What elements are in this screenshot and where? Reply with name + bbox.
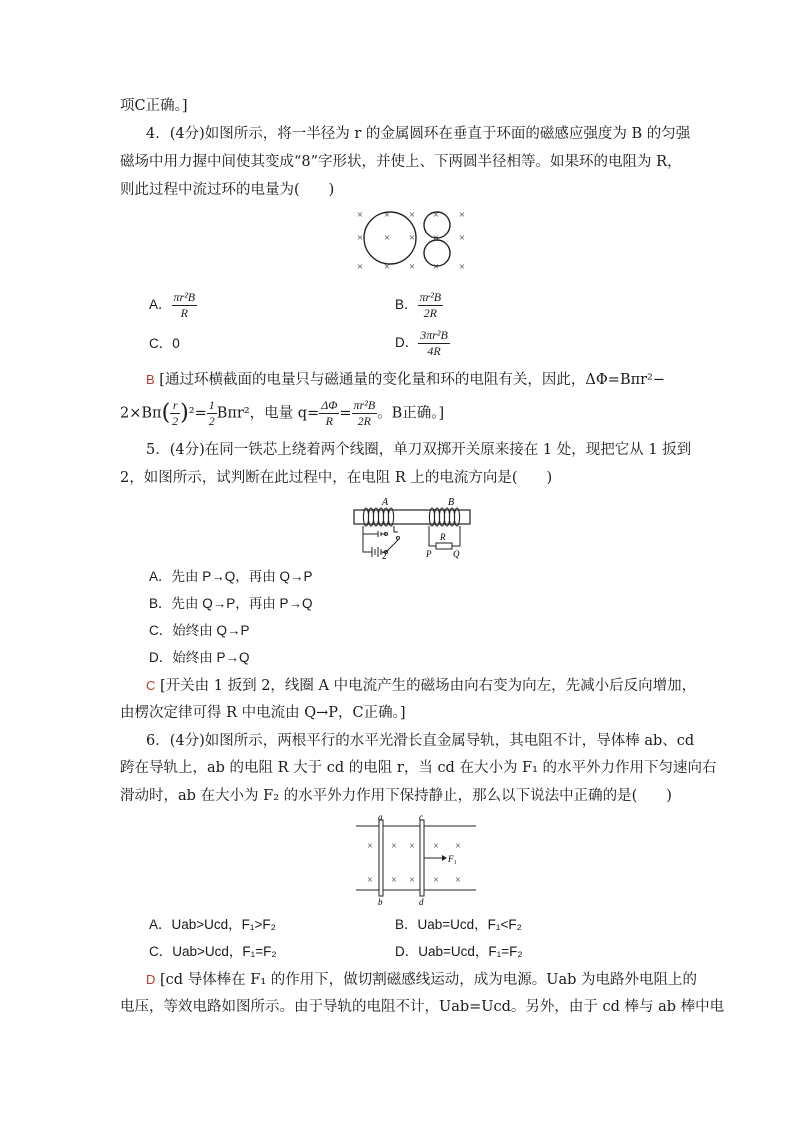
coil-b	[429, 508, 459, 526]
q4-option-a[interactable]	[149, 290, 197, 321]
q5-stem-line1: 5．(4分)在同一铁芯上绕着两个线圈，单刀双掷开关原来接在 1 处，现把它从 1 扳到	[146, 442, 692, 458]
q4-stem-line1: 4．(4分)如图所示，将一半径为 r 的金属圆环在垂直于环面的磁感应强度为 B 的匀强	[146, 126, 691, 142]
resistor-r	[436, 543, 452, 549]
field-mark: ×	[458, 232, 466, 244]
q5-option-c[interactable]: C．始终由 Q→P	[149, 623, 250, 638]
field-mark: ×	[408, 232, 416, 244]
q6-explanation-line1: D [cd 导体棒在 F₁ 的作用下，做切割磁感线运动，成为电源。Uab 为电路外电阻上的	[146, 972, 698, 988]
q6-option-c[interactable]: C．Uab>Ucd，F₁=F₂	[149, 944, 277, 959]
q6-option-d[interactable]: D．Uab=Ucd，F₁=F₂	[395, 944, 523, 959]
bar-cd	[420, 820, 424, 896]
field-mark: ×	[356, 261, 364, 273]
fraction: $\frac{\text{3πr²B}}{4R}$	[420, 328, 448, 358]
q6-stem-line1: 6．(4分)如图所示，两根平行的水平光滑长直金属导轨，其电阻不计，导体棒 ab、cd	[146, 733, 695, 749]
force-label: F₁	[448, 854, 457, 864]
answer-letter: B	[146, 372, 155, 387]
iron-core	[354, 510, 470, 524]
option-label: A．	[149, 297, 172, 313]
q6-figure	[356, 812, 478, 906]
field-mark: ×	[458, 209, 466, 221]
field-mark: ×	[455, 841, 461, 852]
q4-explanation-line2: 2×Bπ( $\frac{r}{2}$ )²= $\frac{1}{2}$ Bπr²，电量 q= $\frac{\Delta\Phi}{R}$ = $\frac{\text{πr²B}}{2R}$ 。B正确。]	[120, 398, 445, 428]
coil-a	[363, 508, 393, 526]
q5-explanation-line1: C [开关由 1 扳到 2，线圈 A 中电流产生的磁场由向右变为向左，先减小后反向增加，	[146, 678, 697, 694]
field-mark: ×	[383, 209, 391, 221]
point-q-label: Q	[453, 549, 460, 559]
q6-stem-line3: 滑动时，ab 在大小为 F₂ 的水平外力作用下保持静止，那么以下说法中正确的是( )	[120, 788, 672, 804]
field-mark: ×	[432, 261, 440, 273]
field-mark: ×	[356, 232, 364, 244]
field-mark: ×	[383, 261, 391, 273]
label-d: d	[419, 897, 424, 906]
field-mark: ×	[409, 875, 415, 886]
field-mark: ×	[409, 841, 415, 852]
resistor-label: R	[440, 532, 446, 542]
field-mark: ×	[356, 209, 364, 221]
q4-stem-line3: 则此过程中流过环的电量为( )	[120, 182, 335, 198]
bar-ab	[379, 820, 383, 896]
q5-option-b[interactable]: B．先由 Q→P，再由 P→Q	[149, 596, 313, 611]
field-mark: ×	[432, 232, 440, 244]
q4-option-b[interactable]	[395, 290, 443, 321]
q6-option-a[interactable]: A．Uab>Ucd，F₁>F₂	[149, 917, 276, 932]
q5-stem-line2: 2，如图所示，试判断在此过程中，在电阻 R 上的电流方向是( )	[120, 470, 553, 486]
answer-letter: C	[146, 678, 156, 693]
q5-option-a[interactable]: A．先由 P→Q，再由 Q→P	[149, 569, 313, 584]
q4-option-c[interactable]: C．0	[149, 336, 180, 351]
fraction: $\frac{\text{πr²B}}{2R}$	[419, 290, 442, 320]
field-mark: ×	[432, 209, 440, 221]
field-mark: ×	[391, 841, 397, 852]
coil-b-label: B	[448, 497, 455, 508]
q6-stem-line2: 跨在导轨上，ab 的电阻 R 大于 cd 的电阻 r，当 cd 在大小为 F₁ 的水平外力作用下匀速向右	[120, 760, 717, 776]
q4-explanation-line1: B [通过环横截面的电量只与磁通量的变化量和环的电阻有关，因此，ΔΦ=Bπr²−	[146, 372, 666, 388]
label-b: b	[378, 897, 383, 906]
coil-a-label: A	[382, 497, 389, 508]
q4-figure	[350, 202, 474, 276]
field-mark: ×	[433, 875, 439, 886]
answer-letter: D	[146, 972, 156, 987]
prev-answer-tail: 项C正确。]	[120, 98, 188, 114]
q5-figure	[352, 494, 474, 560]
q5-option-d[interactable]: D．始终由 P→Q	[149, 650, 250, 665]
field-mark: ×	[433, 841, 439, 852]
q4-stem-line2: 磁场中用力握中间使其变成“8”字形状，并使上、下两圆半径相等。如果环的电阻为 R，	[120, 154, 682, 170]
q5-explanation-line2: 由楞次定律可得 R 中电流由 Q→P，C正确。]	[120, 705, 406, 721]
field-mark: ×	[455, 875, 461, 886]
option-label: D．	[395, 335, 419, 351]
option-label: B．	[395, 297, 418, 313]
q6-option-b[interactable]: B．Uab=Ucd，F₁<F₂	[395, 917, 522, 932]
switch-pos-2: 2	[382, 551, 387, 560]
field-mark: ×	[408, 209, 416, 221]
field-mark: ×	[367, 841, 373, 852]
field-mark: ×	[408, 261, 416, 273]
q6-explanation-line2: 电压，等效电路如图所示。由于导轨的电阻不计，Uab=Ucd。另外，由于 cd 棒与 ab 棒中电	[120, 999, 725, 1015]
q4-option-d[interactable]	[395, 328, 450, 359]
option-label: C．	[149, 336, 173, 351]
field-mark: ×	[383, 232, 391, 244]
label-a: a	[378, 812, 383, 822]
field-mark: ×	[391, 875, 397, 886]
field-mark: ×	[367, 875, 373, 886]
field-mark: ×	[458, 261, 466, 273]
fraction: $\frac{\text{πr²B}}{R}$	[173, 290, 196, 320]
label-c: c	[419, 812, 423, 822]
point-p-label: P	[426, 549, 432, 559]
